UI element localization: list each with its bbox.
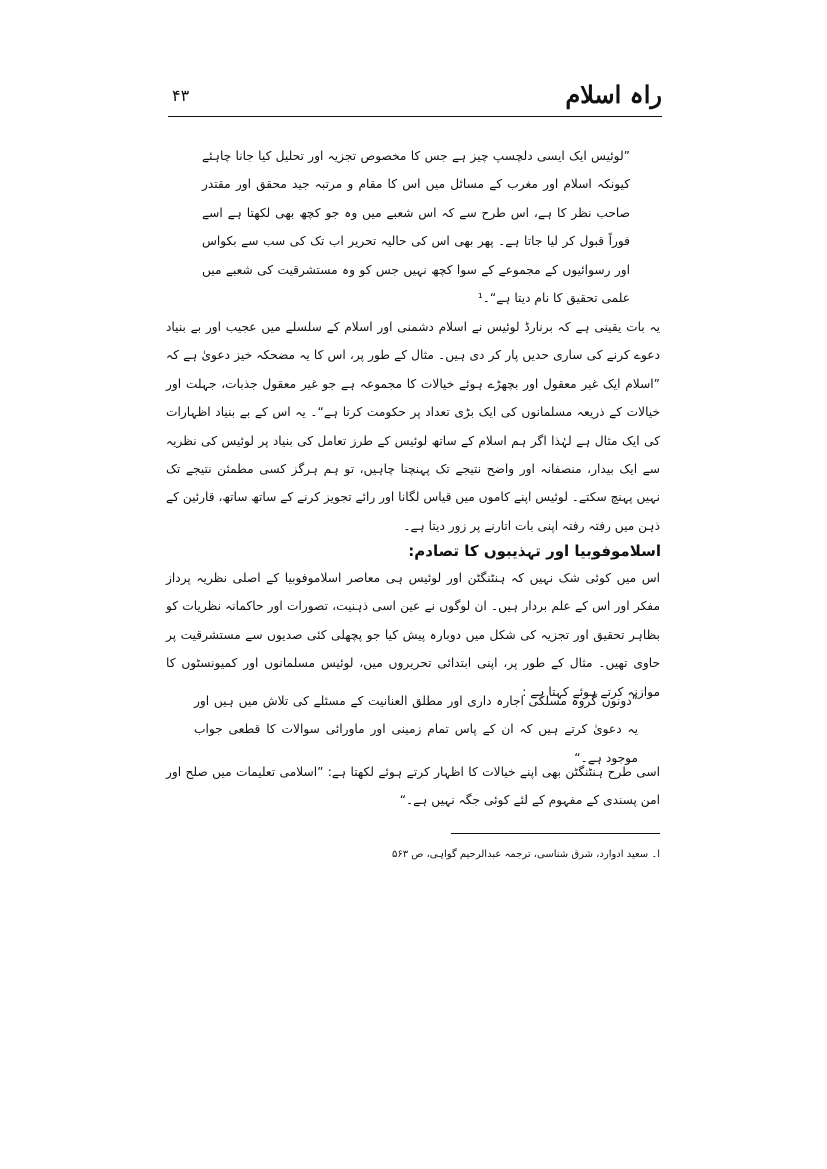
- block-quote: ”لوئیس ایک ایسی دلچسپ چیز ہے جس کا مخصوص تجزیہ اور تحلیل کیا جانا چاہئے کیونکہ اسلام اور مغرب کے مسائل میں اس کا مقام و مرتبہ جید محقق اور مقتدر صاحب نظر کا ہے، اس طرح سے کہ اس شعبے میں وہ جو کچھ بھی لکھتا ہے اسے فوراً قبول کر لیا جاتا ہے۔ پھر بھی اس کی حالیہ تحریر اب تک کی سب سے بکواس اور رسوائیوں کے مجموعے کے سوا کچھ نہیں جس کو وہ مستشرقیت کی شعبے میں علمی تحقیق کا نام دیتا ہے“۔¹: [202, 149, 630, 306]
- block-quote: ”دونوں گروہ مسلکی اجارہ داری اور مطلق العنانیت کے مسئلے کی تلاش میں ہیں اور یہ دعویٰ کرتے ہیں کہ ان کے پاس تمام زمینی اور ماورائی سوالات کا قطعی جواب موجود ہے۔“: [194, 694, 638, 765]
- page-number: ۴۳: [172, 86, 190, 105]
- body-paragraph: یہ بات یقینی ہے کہ برنارڈ لوئیس نے اسلام دشمنی اور اسلام کے سلسلے میں عجیب اور بے بنیاد دعوے کرنے کی ساری حدیں پار کر دی ہیں۔ مثال کے طور پر، اس کا یہ مضحکہ خیز دعویٰ ہے کہ ”اسلام ایک غیر معقول اور بچھڑے ہوئے خیالات کا مجموعہ ہے جو غیر معقول جذبات، جہلت اور خیالات کے ذریعہ مسلمانوں کی ایک بڑی تعداد پر حکومت کرتا ہے“۔ یہ اس کے بے بنیاد اظہارات کی ایک مثال ہے لہٰذا اگر ہم اسلام کے ساتھ لوئیس کے طرز تعامل کی بنیاد پر لوئیس کی نظریہ سے ایک بیدار، منصفانہ اور واضح نتیجے تک پہنچنا چاہیں، تو ہم ہرگز کسی مطمئن نتیجے تک نہیں پہنچ سکتے۔ لوئیس اپنے کاموں میں قیاس لگانا اور رائے تجویز کرنے کے ساتھ ساتھ، قارئین کے ذہن میں رفتہ رفتہ اپنی بات اتارنے پر زور دیتا ہے۔: [166, 320, 660, 533]
- section-heading: اسلاموفوبیا اور تہذیبوں کا تصادم:: [408, 542, 661, 560]
- body-paragraph: اس میں کوئی شک نہیں کہ ہنٹنگٹن اور لوئیس ہی معاصر اسلاموفوبیا کے اصلی نظریہ پرداز مفکر اور اس کے علم بردار ہیں۔ ان لوگوں نے عین اسی ذہنیت، تصورات اور حاکمانہ نظریات کو بظاہر تحقیق اور تجزیہ کی شکل میں دوبارہ پیش کیا جو پچھلی کئی صدیوں سے مستشرقیت پر حاوی تھیں۔ مثال کے طور پر، اپنی ابتدائی تحریروں میں، لوئیس مسلمانوں اور کمیونسٹوں کا موازنہ کرتے ہوئے کہتا ہے :: [166, 571, 660, 699]
- body-paragraph: اسی طرح ہنٹنگٹن بھی اپنے خیالات کا اظہار کرتے ہوئے لکھتا ہے: ”اسلامی تعلیمات میں صلح اور امن پسندی کے مفہوم کے لئے کوئی جگہ نہیں ہے۔“: [166, 765, 660, 808]
- footnote: ا۔ سعید ادوارد، شرق شناسی، ترجمہ عبدالرحیم گواہی، ص ۵۶۳: [392, 849, 660, 860]
- running-title: راہ اسلام: [565, 80, 662, 109]
- footnote-rule: [451, 833, 660, 834]
- header-rule: [168, 116, 662, 117]
- page-header: [168, 80, 662, 116]
